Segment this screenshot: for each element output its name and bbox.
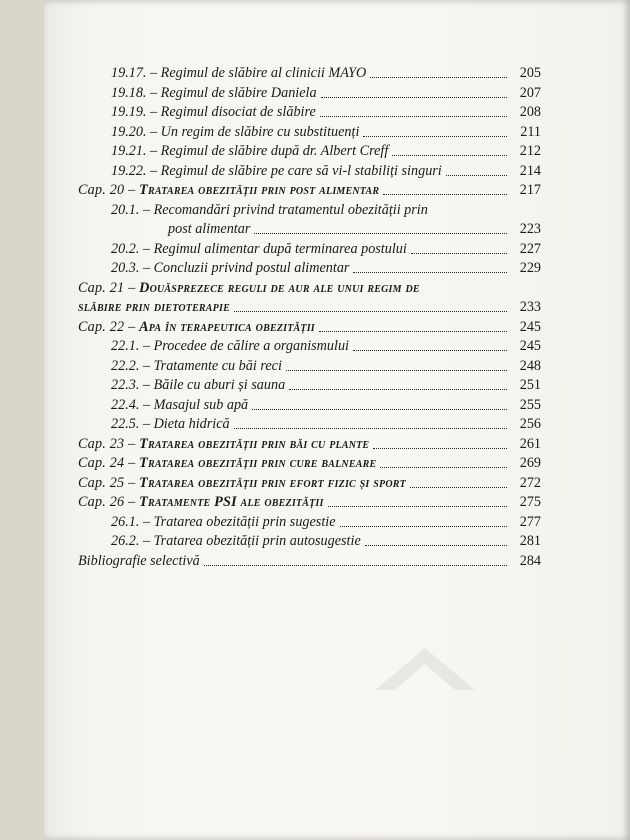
toc-entry [78,513,541,531]
toc-entry-number: 20.1. [111,201,140,218]
leader-dots [410,487,507,488]
toc-entry-title: Cap. 22 – Apa în terapeutica obezității [78,318,315,335]
toc-entry-number: 22.4. [111,396,140,413]
toc-entry-title: 19.20. – Un regim de slăbire cu substituenți [111,123,360,140]
toc-entry-title: Bibliografie selectivă [78,552,200,569]
toc-page-number: 223 [519,221,541,237]
toc-entry-number: Cap. 23 [78,435,125,452]
toc-page-number: 229 [519,260,541,276]
toc-page-number: 272 [519,474,541,491]
toc-entry [78,435,541,453]
toc-entry-title: 19.22. – Regimul de slăbire pe care să vi-l stabiliți singuri [111,162,442,179]
leader-dots [340,526,507,527]
toc-entry-number: 20.3. [111,260,140,276]
leader-dots [320,116,507,117]
toc-entry [78,337,541,355]
toc-entry-title: 19.17. – Regimul de slăbire al clinicii MAYO [111,65,367,81]
toc-entry-title: 26.2. – Tratarea obezității prin autosugestie [111,533,361,549]
toc-entry [78,318,541,336]
toc-entry-number: 19.21. [111,143,147,159]
leader-dots [446,175,507,176]
leader-dots [252,409,507,410]
toc-entry-title: Cap. 24 – Tratarea obezității prin cure balneare [78,455,377,471]
leader-dots [234,311,507,312]
leader-dots [411,253,507,254]
leader-dots [392,155,507,156]
toc-entry-title: Cap. 25 – Tratarea obezității prin efort fizic și sport [78,474,406,491]
toc-entry [78,532,541,550]
toc-entry-title: 19.19. – Regimul disociat de slăbire [111,104,316,120]
leader-dots [319,331,507,332]
toc-entry-title: 20.2. – Regimul alimentar după terminarea postului [111,240,407,257]
toc-entry [78,474,541,492]
toc-entry-number: 26.1. [111,513,140,530]
toc-entry-number: 20.2. [111,240,140,257]
toc-page-number: 277 [519,513,541,530]
leader-dots [380,467,507,468]
toc-entry-title: Cap. 21 – Douăsprezece reguli de aur ale unui regim de [78,279,420,296]
leader-dots [289,389,507,390]
toc-entry-continuation [78,220,541,238]
leader-dots [254,233,507,234]
toc-entry [78,454,541,472]
toc-entry-number: 19.18. [111,84,147,101]
toc-entry-number: Cap. 22 [78,318,125,335]
leader-dots [353,350,507,351]
toc-entry-title: 19.18. – Regimul de slăbire Daniela [111,84,317,101]
toc-entry [78,84,541,102]
leader-dots [321,97,507,98]
toc-entry-number: 19.17. [111,65,147,81]
toc-page-number: 256 [519,416,541,432]
toc-entry-number: Cap. 21 [78,279,125,296]
toc-entry-title: Cap. 20 – Tratarea obezității prin post alimentar [78,182,380,198]
toc-page-number: 281 [519,533,541,549]
leader-dots [373,448,507,449]
toc-page-number: 212 [519,143,541,159]
toc-entry-continuation [78,298,541,316]
toc-page-number: 217 [519,182,541,198]
toc-page-number: 248 [519,357,541,374]
toc-page-number: 255 [519,396,541,413]
toc-entry [78,493,541,511]
toc-page-number: 245 [519,338,541,354]
toc-entry-number: 22.5. [111,416,140,432]
toc-page-number: 284 [519,552,541,569]
toc-entry [78,240,541,258]
toc-entry-title: 19.21. – Regimul de slăbire după dr. Albert Creff [111,143,389,159]
toc-page-number: 233 [519,299,541,315]
leader-dots [328,506,507,507]
toc-page-number: 269 [519,455,541,471]
toc-entry-number: 22.3. [111,377,140,393]
toc-entry-title: 22.2. – Tratamente cu băi reci [111,357,282,374]
toc-entry [78,103,541,121]
toc-entry-title: 20.1. – Recomandări privind tratamentul obezității prin [111,201,428,218]
toc-page-number: 245 [519,318,541,335]
leader-dots [383,194,507,195]
toc-entry [78,415,541,433]
toc-entry-number: 22.1. [111,338,140,354]
toc-page-number: 207 [519,84,541,101]
leader-dots [370,77,507,78]
toc-entry [78,279,541,297]
leader-dots [365,545,507,546]
toc-entry-title: slăbire prin dietoterapie [78,299,230,315]
toc-page-number: 227 [519,240,541,257]
toc-entry-number: 19.20. [111,123,147,140]
toc-entry-number: 26.2. [111,533,140,549]
leader-dots [286,370,507,371]
toc-entry [78,376,541,394]
toc-entry-number: 19.22. [111,162,147,179]
toc-page-number: 205 [519,65,541,81]
toc-entry-title: 22.5. – Dieta hidrică [111,416,230,432]
leader-dots [363,136,507,137]
toc-entry-number: Cap. 26 [78,494,125,510]
toc-entry-title: 26.1. – Tratarea obezității prin sugestie [111,513,336,530]
toc-entry [78,162,541,180]
toc-page-number: 251 [519,377,541,393]
toc-entry [78,181,541,199]
toc-page-number: 214 [519,162,541,179]
toc-entry [78,201,541,219]
toc-page-number: 211 [520,123,541,140]
toc-entry-title: Cap. 26 – Tratamente PSI ale obezității [78,494,324,510]
toc-entry-number: Cap. 20 [78,182,125,198]
toc-entry [78,357,541,375]
leader-dots [204,565,507,566]
toc-entry-number: Cap. 25 [78,474,125,491]
toc-entry-title: post alimentar [168,221,251,237]
toc-entry-title: Cap. 23 – Tratarea obezității prin băi cu plante [78,435,370,452]
toc-entry [78,64,541,82]
toc-entry-number: Cap. 24 [78,455,125,471]
toc-entry-number: 22.2. [111,357,140,374]
toc-entry-title: 22.1. – Procedee de călire a organismului [111,338,349,354]
leader-dots [353,272,507,273]
toc-entry [78,142,541,160]
toc-page-number: 275 [519,494,541,510]
toc-entry [78,552,541,570]
toc-page-number: 208 [519,104,541,120]
toc-entry [78,396,541,414]
toc-page-number: 261 [519,435,541,452]
leader-dots [234,428,507,429]
toc-entry [78,123,541,141]
toc-entry-title: 22.4. – Masajul sub apă [111,396,249,413]
toc-entry [78,259,541,277]
toc-entry-title: 20.3. – Concluzii privind postul alimentar [111,260,350,276]
toc-entry-title: 22.3. – Băile cu aburi și sauna [111,377,286,393]
toc-entry-number: 19.19. [111,104,147,120]
